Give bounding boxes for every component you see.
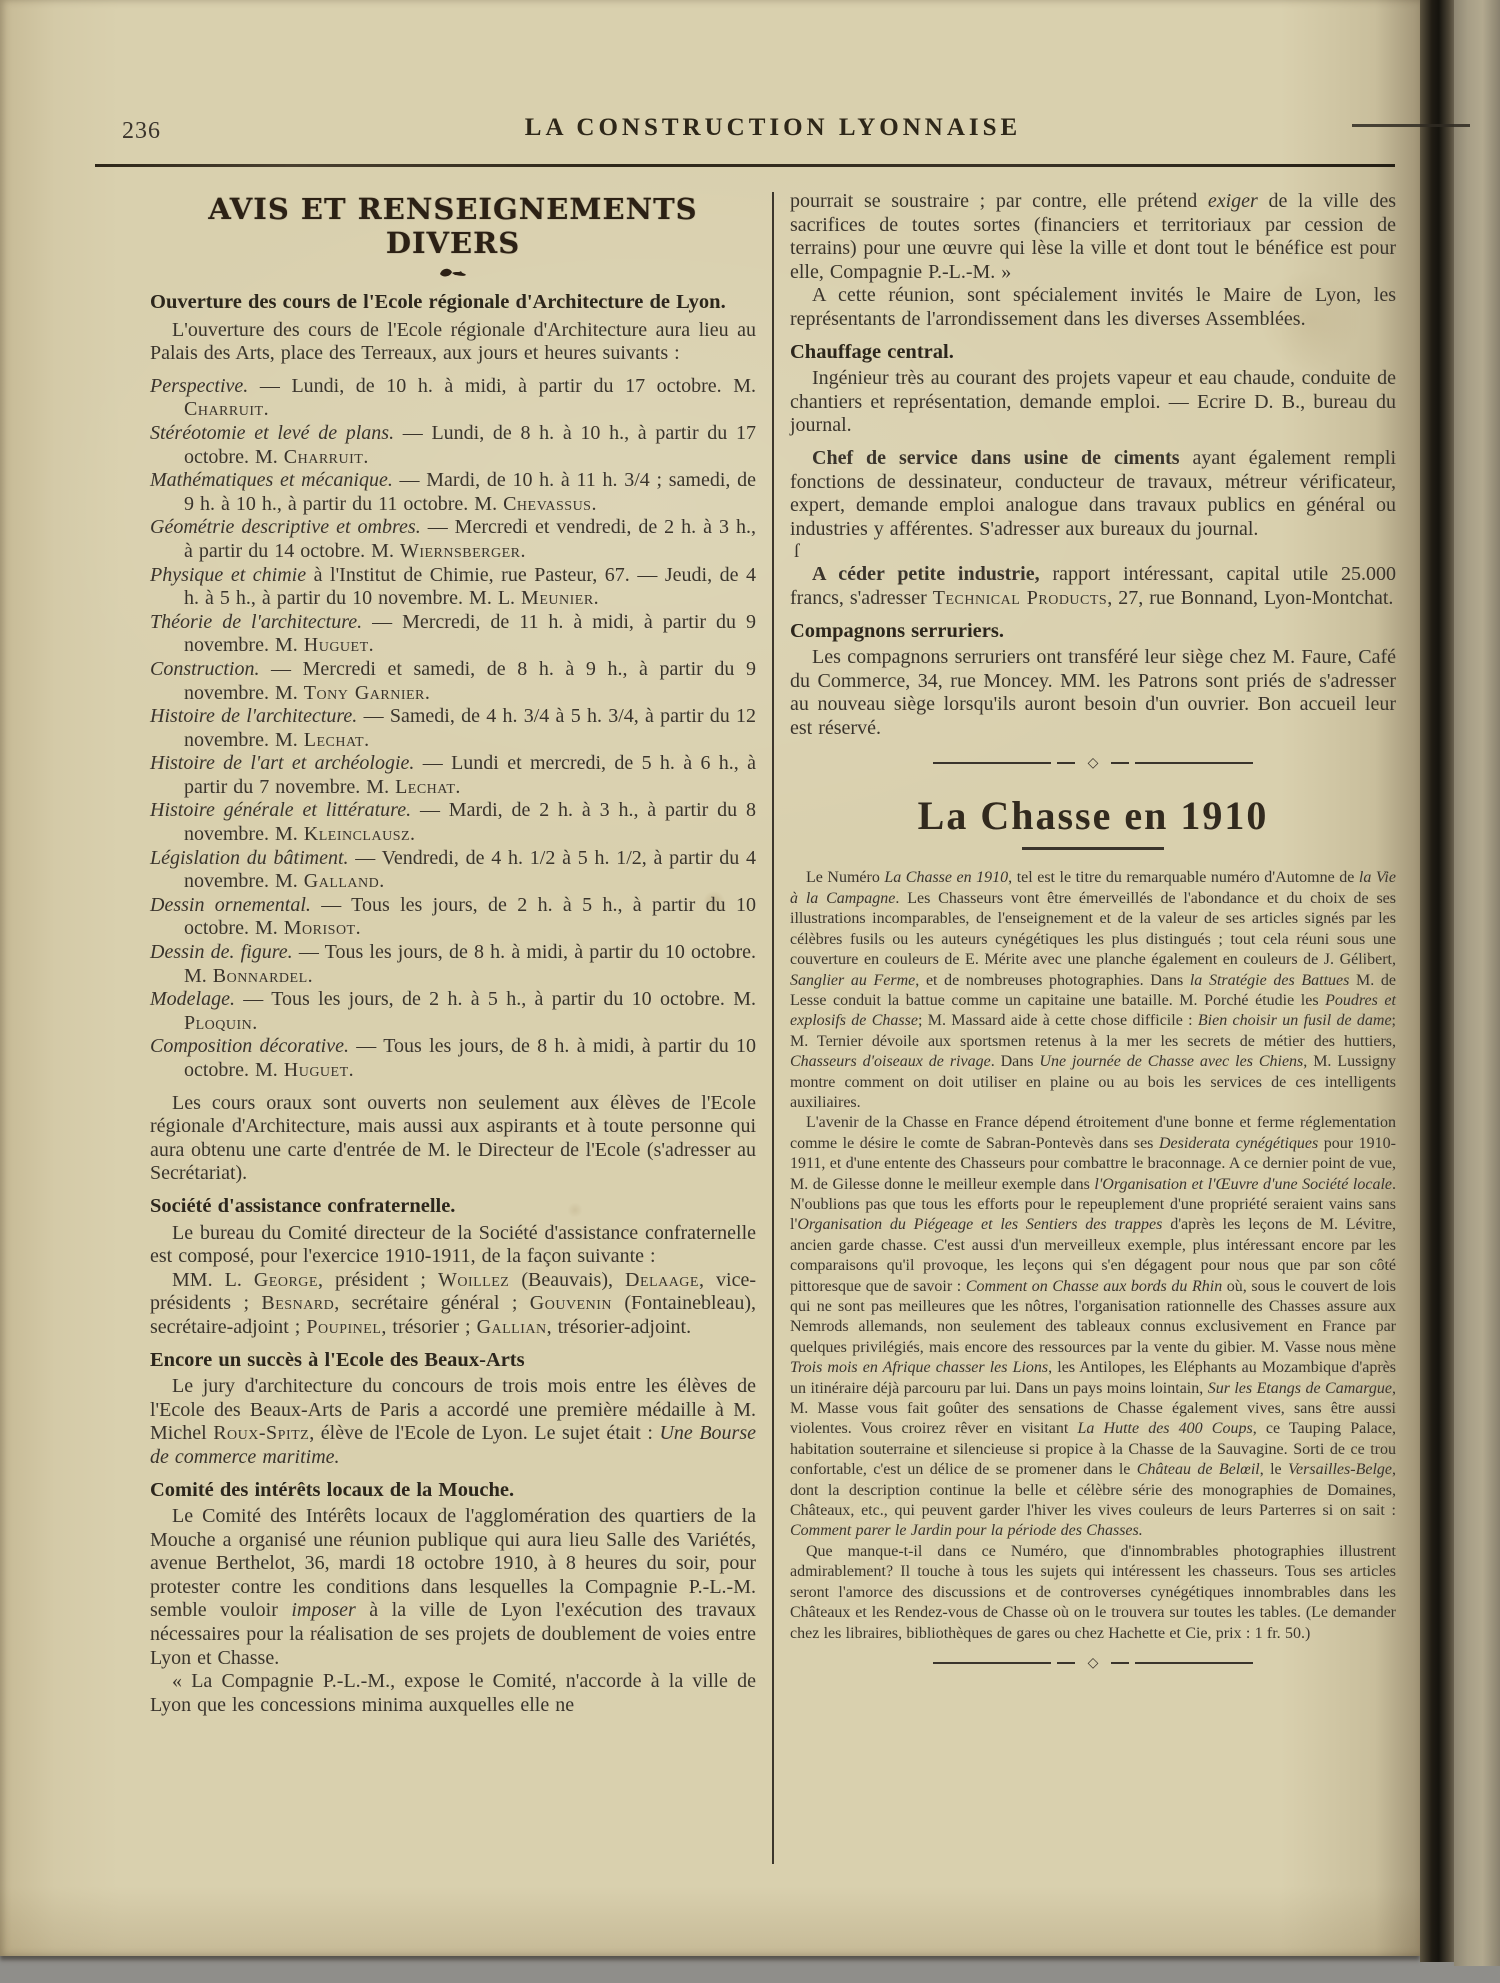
left-column: [150, 190, 756, 1717]
paragraph: pourrait se soustraire ; par contre, elle prétend exiger de la ville des sacrifices de toutes sortes (financiers et territoriaux par cession de terrains) pour une œuvre qui lèse la ville et dont tout le bénéfice est pour elle, Compagnie P.-L.-M. »: [790, 190, 1396, 283]
bottom-divider: [928, 1656, 1258, 1670]
paragraph: Le jury d'architecture du concours de trois mois entre les élèves de l'Ecole des Beaux-Arts de Paris a accordé une première médaille à M. Michel Roux-Spitz, élève de l'Ecole de Lyon. Le sujet était : Une Bourse de commerce maritime.: [150, 1375, 756, 1468]
diamond-ornament-icon: ◇: [1087, 1654, 1099, 1671]
article-heading: Comité des intérêts locaux de la Mouche.: [150, 1478, 515, 1501]
paragraph: Le Numéro La Chasse en 1910, tel est le titre du remarquable numéro d'Automne de la Vie à la Campagne. Les Chasseurs vont être émerveillés de l'abondance et du choix de ses illustrations incomparables, de l'enseignement et de la valeur de ses articles signés par les célèbres fusils ou les auteurs cynégétiques les plus distingués ; tout cela réuni sous une couverture en couleurs de E. Mérite avec une planche également en couleurs de J. Gélibert, Sanglier au Ferme, et de nombreuses photographies. Dans la Stratégie des Battues M. de Lesse conduit la battue comme un capitaine une bataille. M. Porché étudie les Poudres et explosifs de Chasse; M. Massard aide à cette chose difficile : Bien choisir un fusil de dame; M. Ternier dévoile aux sportsmen retenus à la mer les secrets de métier des huttiers, Chasseurs d'oiseaux de rivage. Dans Une journée de Chasse avec les Chiens, M. Lussigny montre comment on doit utiliser en plaine ou au bois les services de ces intelligents auxiliaires.: [790, 869, 1397, 1111]
course-item: Histoire générale et littérature. — Mardi, de 2 h. à 3 h., à partir du 8 novembre. M. Kleinclausz.: [150, 799, 756, 846]
article-heading: Compagnons serruriers.: [790, 619, 1004, 642]
paragraph: Le Comité des Intérêts locaux de l'agglomération des quartiers de la Mouche a organisé une réunion publique qui aura lieu Salle des Variétés, avenue Berthelot, 36, mardi 18 octobre 1910, à 8 heures du soir, pour protester contre les conditions dans lesquelles la Compagnie P.-L.-M. semble vouloir imposer à la ville de Lyon l'exécution des travaux nécessaires pour la réalisation de ses projets de doublement de voies entre Lyon et Chasse.: [150, 1505, 756, 1669]
paragraph: A céder petite industrie, rapport intéressant, capital utile 25.000 francs, s'adresser Technical Products, 27, rue Bonnand, Lyon-Montchat.: [790, 563, 1396, 609]
course-item: Construction. — Mercredi et samedi, de 8 h. à 9 h., à partir du 9 novembre. M. Tony Garnier.: [150, 657, 756, 704]
paragraph: « La Compagnie P.-L.-M., expose le Comité, n'accorde à la ville de Lyon que les concessions minima auxquelles elle ne: [150, 1670, 756, 1716]
course-item: Histoire de l'architecture. — Samedi, de 4 h. 3/4 à 5 h. 3/4, à partir du 12 novembre. M. Lechat.: [150, 705, 756, 751]
page-number: 236: [122, 118, 161, 144]
article-heading: Chauffage central.: [790, 340, 954, 363]
article-heading: Société d'assistance confraternelle.: [150, 1194, 456, 1217]
chasse-article: [790, 868, 1396, 1643]
paragraph: Que manque-t-il dans ce Numéro, que d'innombrables photographies illustrent admirablement? Il touche à tous les sujets qui intéressent les chasseurs. Tous ses articles seront l'amorce des discussions et de controverses cynégétiques innombrables dans les Châteaux et les Rendez-vous de Chasse où on le trouvera sur toutes les tables. (Le demander chez les libraires, bibliothèques de gares ou chez Hachette et Cie, prix : 1 fr. 50.): [790, 1542, 1396, 1642]
paragraph: Le bureau du Comité directeur de la Société d'assistance confraternelle est composé, pour l'exercice 1910-1911, de la façon suivante :: [150, 1221, 756, 1268]
course-item: Physique et chimie à l'Institut de Chimie, rue Pasteur, 67. — Jeudi, de 4 h. à 5 h., à partir du 10 novembre. M. L. Meunier.: [150, 563, 756, 610]
course-item: Composition décorative. — Tous les jours, de 8 h. à midi, à partir du 10 octobre. M. Huguet.: [150, 1035, 756, 1081]
article-title: La Chasse en 1910: [917, 793, 1269, 839]
course-item: Théorie de l'architecture. — Mercredi, de 11 h. à midi, à partir du 9 novembre. M. Huguet.: [150, 610, 756, 657]
ink-artifact: ſ: [794, 541, 800, 563]
column-divider: [772, 192, 774, 1864]
course-item: Stéréotomie et levé de plans. — Lundi, de 8 h. à 10 h., à partir du 17 octobre. M. Charruit.: [150, 421, 756, 468]
course-item: Géométrie descriptive et ombres. — Mercredi et vendredi, de 2 h. à 3 h., à partir du 14 octobre. M. Wiernsberger.: [150, 516, 756, 562]
course-item: Mathématiques et mécanique. — Mardi, de 10 h. à 11 h. 3/4 ; samedi, de 9 h. à 10 h., à partir du 11 octobre. M. Chevassus.: [150, 469, 757, 515]
page-gutter-shadow: [1420, 0, 1454, 1962]
course-item: Législation du bâtiment. — Vendredi, de 4 h. 1/2 à 5 h. 1/2, à partir du 4 novembre. M. Galland.: [150, 846, 757, 893]
adjacent-page-edge: [1454, 0, 1500, 1966]
course-item: Dessin de. figure. — Tous les jours, de 8 h. à midi, à partir du 10 octobre. M. Bonnardel.: [150, 941, 756, 987]
paragraph: L'ouverture des cours de l'Ecole régionale d'Architecture aura lieu au Palais des Arts, place des Terreaux, aux jours et heures suivants :: [150, 318, 756, 365]
course-item: Modelage. — Tous les jours, de 2 h. à 5 h., à partir du 10 octobre. M. Ploquin.: [150, 988, 756, 1034]
leaf-ornament-icon: [150, 265, 756, 281]
article-heading: Ouverture des cours de l'Ecole régionale d'Architecture de Lyon.: [150, 291, 726, 313]
paragraph: A cette réunion, sont spécialement invités le Maire de Lyon, les représentants de l'arrondissement dans les diverses Assemblées.: [790, 284, 1396, 330]
adjacent-page-rule: [1352, 124, 1470, 127]
paragraph: Les cours oraux sont ouverts non seulement aux élèves de l'Ecole régionale d'Architecture, mais aussi aux aspirants et à toute personne qui aura obtenu une carte d'entrée de M. le Directeur de l'Ecole (s'adresser au Secrétariat).: [150, 1091, 756, 1185]
course-item: Dessin ornemental. — Tous les jours, de 2 h. à 5 h., à partir du 10 octobre. M. Morisot.: [150, 893, 756, 940]
course-item: Perspective. — Lundi, de 10 h. à midi, à partir du 17 octobre. M. Charruit.: [150, 374, 756, 421]
journal-title: LA CONSTRUCTION LYONNAISE: [524, 114, 1022, 141]
section-divider: [928, 756, 1258, 770]
header-rule: [95, 164, 1395, 167]
diamond-ornament-icon: ◇: [1087, 755, 1099, 772]
article-heading: Encore un succès à l'Ecole des Beaux-Arts: [150, 1348, 525, 1371]
paragraph: Chef de service dans usine de ciments ayant également rempli fonctions de dessinateur, conducteur de travaux, métreur vérificateur, expert, demande emploi analogue dans travaux publics en général ou industries y afférentes. S'adresser aux bureaux du journal.: [790, 446, 1396, 540]
paragraph: MM. L. George, président ; Woillez (Beauvais), Delaage, vice-présidents ; Besnard, secrétaire général ; Gouvenin (Fontainebleau), secrétaire-adjoint ; Poupinel, trésorier ; Gallian, trésorier-adjoint.: [150, 1268, 756, 1338]
right-column: [790, 190, 1396, 1670]
course-item: Histoire de l'art et archéologie. — Lundi et mercredi, de 5 h. à 6 h., à partir du 7 novembre. M. Lechat.: [150, 752, 756, 798]
paragraph: Les compagnons serruriers ont transféré leur siège chez M. Faure, Café du Commerce, 34, rue Moncey. MM. les Patrons sont priés de s'adresser au nouveau siège lorsqu'ils auront besoin d'un ouvrier. Bon accueil leur est réservé.: [790, 646, 1396, 739]
section-title: AVIS ET RENSEIGNEMENTS DIVERS: [208, 192, 698, 260]
paragraph: Ingénieur très au courant des projets vapeur et eau chaude, conduite de chantiers et représentation, demande emploi. — Ecrire D. B., bureau du journal.: [790, 367, 1396, 437]
title-underline: [1022, 847, 1164, 850]
right-articles: [790, 190, 1396, 740]
paragraph: L'avenir de la Chasse en France dépend étroitement d'une bonne et ferme réglementation comme le désire le comte de Sabran-Pontevès dans ses Desiderata cynégétiques pour 1910-1911, et d'une entente des Chasseurs pour combattre le braconnage. A ce dernier point de vue, M. de Gilesse donne le meilleur exemple dans l'Organisation et l'Œuvre d'une Société locale. N'oublions pas que tous les efforts pour le repeuplement d'une propriété seraient vains sans l'Organisation du Piégeage et les Sentiers des trappes d'après les leçons de M. Lévitre, ancien garde chasse. C'est aussi d'un merveilleux exemple, plus intéressant encore par les comparaisons qu'il provoque, les leçons qui s'en dégagent pour nous que par son côté pittoresque que de savoir : Comment on Chasse aux bords du Rhin où, sous le couvert de lois qui ne sont pas meilleures que les nôtres, l'organisation rationnelle des Chasses assure aux Nemrods allemands, non seulement des tableaux connus exclusivement en France par quelques privilégiés, mais encore des ressources par la vente du gibier. M. Vasse nous mène Trois mois en Afrique chasser les Lions, les Antilopes, les Eléphants au Mozambique d'après un itinéraire déjà parcouru par lui. Dans un pays moins lointain, Sur les Etangs de Camargue, M. Masse vous fait goûter des sensations de Chasse également vives, sans être aussi violentes. Vous croirez rêver en visitant La Hutte des 400 Coups, ce Tauping Palace, habitation souterraine et silencieuse si propice à la Chasse de la Sauvagine. Sorti de ce trou confortable, c'est un délice de se promener dans le Château de Belœil, le Versailles-Belge, dont la description continue la belle et célèbre série des monographies de Domaines, Châteaux, etc., qui peuvent garder l'hiver les vives couleurs de leurs Parterres si on sait : Comment parer le Jardin pour la période des Chasses.: [790, 1114, 1397, 1540]
left-articles: [150, 291, 756, 1717]
page-columns: [150, 190, 1396, 1864]
